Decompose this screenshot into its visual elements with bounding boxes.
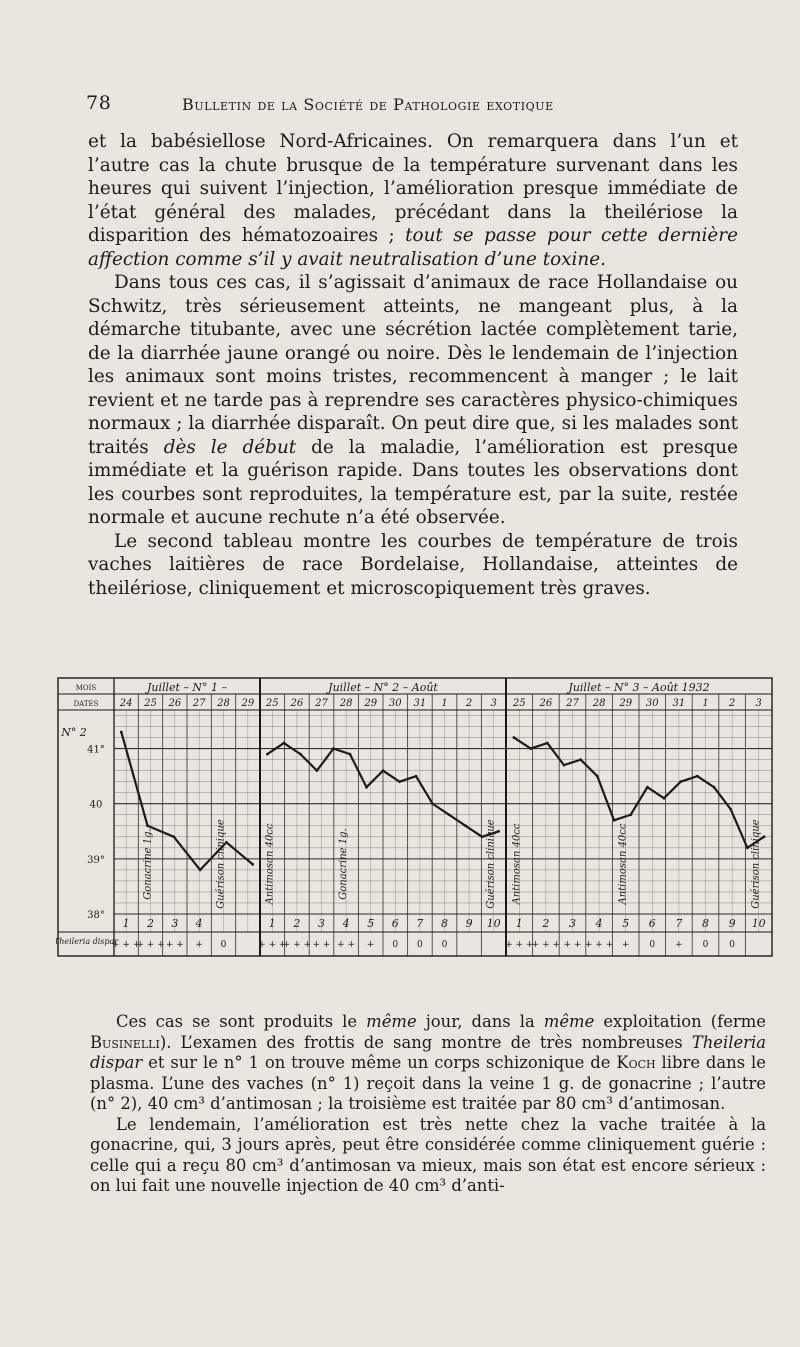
day-number: 8 <box>441 917 448 930</box>
date-label: 27 <box>566 698 579 709</box>
text-run: ). L’examen des frottis de sang montre de très nombreuses <box>159 1032 692 1052</box>
day-number: 9 <box>728 917 736 930</box>
theileria-mark: + + <box>337 940 356 950</box>
temperature-point <box>629 813 632 816</box>
text-run: et sur le n° 1 on trouve même un corps schizonique de <box>142 1053 617 1072</box>
theileria-mark: 0 <box>417 940 423 950</box>
row-label-mois: MOIS <box>75 684 97 692</box>
paragraph <box>88 130 738 271</box>
y-tick-label: 40 <box>89 799 103 811</box>
theileria-mark: + + + <box>111 940 141 950</box>
day-number: 4 <box>595 917 603 930</box>
month-label: Juillet – N° 3 – Août 1932 <box>568 681 710 694</box>
text-run: de la maladie, l’amélioration est presque immédiate et la guérison rapide. Dans toutes les observations dont les courbes sont reproduites, la température est, par la suite, restée normale et aucune rechute n’a été observée. <box>88 436 739 528</box>
temperature-point <box>316 769 319 772</box>
theileria-mark: + <box>366 940 375 950</box>
italic-run: tout se passe pour cette dernière affection comme s’il y avait neutralisation d’une toxine. <box>88 225 738 270</box>
day-number: 4 <box>195 917 203 930</box>
date-label: 3 <box>755 698 762 709</box>
date-label: 28 <box>592 698 606 709</box>
italic-run: dès le début <box>163 436 297 458</box>
temperature-point <box>146 824 149 827</box>
temperature-point <box>431 802 434 805</box>
date-label: 30 <box>388 698 402 709</box>
case-number-label: N° 2 <box>61 726 87 739</box>
italic-run: même <box>543 1012 595 1031</box>
theileria-mark: 0 <box>441 940 448 950</box>
date-label: 26 <box>168 698 182 709</box>
vertical-annotation: Guérison clinique <box>215 819 227 909</box>
temperature-point <box>663 797 666 800</box>
temperature-point <box>546 742 549 745</box>
temperature-point <box>415 775 418 778</box>
theileria-mark: + + + <box>584 940 614 950</box>
date-label: 28 <box>217 698 230 709</box>
temperature-point <box>481 835 484 838</box>
smallcaps-run: Businelli <box>90 1032 160 1052</box>
body-text-bottom <box>90 1012 766 1197</box>
paragraph <box>88 271 738 530</box>
day-number: 6 <box>391 917 399 930</box>
date-label: 25 <box>512 698 526 709</box>
vertical-annotation: Gonacrine 1g. <box>338 828 350 900</box>
date-label: 2 <box>728 698 736 709</box>
row-label-theileria: Theileria dispar <box>56 937 119 946</box>
theileria-mark: + + + <box>282 940 312 950</box>
month-label: Juillet – N° 1 – <box>146 681 228 694</box>
theileria-mark: 0 <box>729 940 735 950</box>
text-run: libre dans le plasma. L’une des vaches (n° 1) reçoit dans la veine 1 g. de gonacrine ; l’autre (n° 2), 40 cm³ d’antimosan ; la troisième est traitée par 80 cm³ d’antimosan. <box>90 1053 766 1113</box>
day-number: 5 <box>622 917 630 930</box>
temperature-point <box>497 830 500 833</box>
temperature-chart-svg <box>56 674 774 976</box>
theileria-mark: + + + <box>505 940 534 950</box>
day-number: 5 <box>367 917 375 930</box>
day-number: 10 <box>486 917 501 930</box>
temperature-point <box>365 786 368 789</box>
date-label: 27 <box>192 698 206 709</box>
date-label: 27 <box>315 698 328 709</box>
theileria-mark: + <box>675 940 683 950</box>
y-tick-label: 38° <box>87 910 105 921</box>
day-number: 2 <box>542 917 550 930</box>
temperature-point <box>563 764 566 767</box>
date-label: 30 <box>645 698 659 709</box>
day-number: 2 <box>147 917 154 930</box>
date-label: 25 <box>144 698 157 709</box>
day-number: 7 <box>675 917 683 930</box>
day-number: 3 <box>171 917 179 930</box>
date-label: 3 <box>490 698 497 709</box>
date-label: 24 <box>119 698 133 709</box>
temperature-point <box>282 742 285 745</box>
running-header <box>86 92 646 116</box>
theileria-mark: 0 <box>702 940 709 950</box>
text-run: Dans tous ces cas, il s’agissait d’animaux de race Hollandaise ou Schwitz, très sérieusement atteints, ne mangeant plus, à la démarche titubante, avec une sécrétion lactée complètement tarie, de la diarrhée jaune orangé ou noire. Dès le lendemain de l’injection les animaux sont moins tristes, recommencent à manger ; le lait revient et ne tarde pas à reprendre ses caractères physico-chimiques normaux ; la diarrhée disparaît. On peut dire que, si les malades sont traités <box>88 272 738 458</box>
text-run: exploitation (ferme <box>594 1012 766 1031</box>
italic-run: Theileria dispar <box>90 1032 766 1072</box>
date-label: 31 <box>672 698 686 709</box>
temperature-point <box>398 780 401 783</box>
page-number: 78 <box>86 92 112 114</box>
month-label: Juillet – N° 2 – Août <box>328 681 438 694</box>
paragraph: Le lendemain, l’amélioration est très nette chez la vache traitée à la gonacrine, qui, 3 jours après, peut être considérée comme cliniquement guérie : celle qui a reçu 80 cm³ d’antimosan va mieux, mais son état est encore sérieux : on lui fait une nouvelle injection de 40 cm³ d’anti- <box>90 1114 766 1195</box>
temperature-point <box>332 747 335 750</box>
temperature-point <box>579 758 582 761</box>
temperature-point <box>713 786 716 789</box>
theileria-mark: 0 <box>392 940 399 950</box>
body-text-top <box>88 130 738 600</box>
temperature-point <box>251 863 254 866</box>
date-label: 2 <box>465 698 473 709</box>
day-number: 6 <box>648 917 656 930</box>
day-number: 4 <box>342 917 350 930</box>
temperature-chart <box>56 674 774 976</box>
day-number: 2 <box>293 917 301 930</box>
italic-run: même <box>366 1012 417 1031</box>
date-label: 29 <box>364 698 378 709</box>
day-number: 1 <box>268 917 276 930</box>
vertical-annotation: Antimosan 40cc <box>264 823 276 905</box>
date-label: 26 <box>290 698 304 709</box>
temperature-point <box>349 753 352 756</box>
theileria-mark: + + + <box>531 940 561 950</box>
temperature-point <box>746 846 749 849</box>
temperature-point <box>529 747 532 750</box>
paragraph <box>90 1012 766 1115</box>
temperature-point <box>646 786 649 789</box>
vertical-annotation: Gonacrine 1g. <box>142 828 154 900</box>
temperature-point <box>266 753 269 756</box>
temperature-point <box>679 780 682 783</box>
date-label: 29 <box>241 698 255 709</box>
day-number: 3 <box>569 917 576 930</box>
smallcaps-run: Koch <box>616 1053 656 1072</box>
y-tick-label: 39° <box>87 854 105 866</box>
temperature-point <box>696 775 699 778</box>
theileria-mark: + + <box>165 940 184 950</box>
temperature-point <box>382 769 385 772</box>
text-run: et la babésiellose Nord-Africaines. On remarquera dans l’un et l’autre cas la chute brusque de la température survenant dans les heures qui suivent l’injection, l’amélioration presque immédiate de l’état général des malades, précédant dans la theilériose la disparition des hématozoaires ; <box>88 131 738 246</box>
day-number: 3 <box>318 917 325 930</box>
vertical-annotation: Guérison clinique <box>485 819 497 909</box>
date-label: 1 <box>441 698 448 709</box>
temperature-point <box>596 775 599 778</box>
theileria-mark: + <box>621 940 630 950</box>
temperature-point <box>199 868 202 871</box>
temperature-point <box>763 835 766 838</box>
theileria-mark: + + + <box>258 940 287 950</box>
theileria-mark: + + <box>563 940 582 950</box>
day-number: 9 <box>465 917 473 930</box>
theileria-mark: + + + <box>136 940 165 950</box>
temperature-point <box>172 835 175 838</box>
theileria-mark: 0 <box>649 940 656 950</box>
temperature-point <box>464 824 467 827</box>
vertical-annotation: Guérison clinique <box>750 819 762 909</box>
temperature-point <box>299 753 302 756</box>
theileria-mark: 0 <box>220 940 227 950</box>
text-run: Ces cas se sont produits le <box>116 1012 367 1031</box>
day-number: 7 <box>416 917 424 930</box>
day-number: 1 <box>122 917 130 930</box>
y-tick-label: 41° <box>87 744 105 756</box>
temperature-point <box>120 731 123 734</box>
theileria-mark: + + <box>312 940 331 950</box>
theileria-mark: + <box>195 940 203 950</box>
date-label: 29 <box>619 698 633 709</box>
paragraph: Le second tableau montre les courbes de température de trois vaches laitières de race Bordelaise, Hollandaise, atteintes de theilériose, cliniquement et microscopiquement très graves. <box>88 530 738 599</box>
day-number: 1 <box>515 917 523 930</box>
temperature-point <box>448 813 451 816</box>
vertical-annotation: Antimosan 40cc <box>617 823 629 905</box>
running-title: Bulletin de la Société de Pathologie exotique <box>182 95 554 114</box>
date-label: 1 <box>702 698 709 709</box>
temperature-point <box>513 736 516 739</box>
text-run: jour, dans la <box>416 1012 544 1031</box>
date-label: 26 <box>539 698 553 709</box>
vertical-annotation: Antimosan 40cc <box>511 823 523 905</box>
date-label: 25 <box>265 698 279 709</box>
row-label-dates: DATES <box>73 700 99 708</box>
date-label: 31 <box>413 698 427 709</box>
date-label: 28 <box>339 698 353 709</box>
temperature-point <box>729 808 732 811</box>
day-number: 10 <box>751 917 766 930</box>
temperature-point <box>613 819 616 822</box>
day-number: 8 <box>702 917 709 930</box>
